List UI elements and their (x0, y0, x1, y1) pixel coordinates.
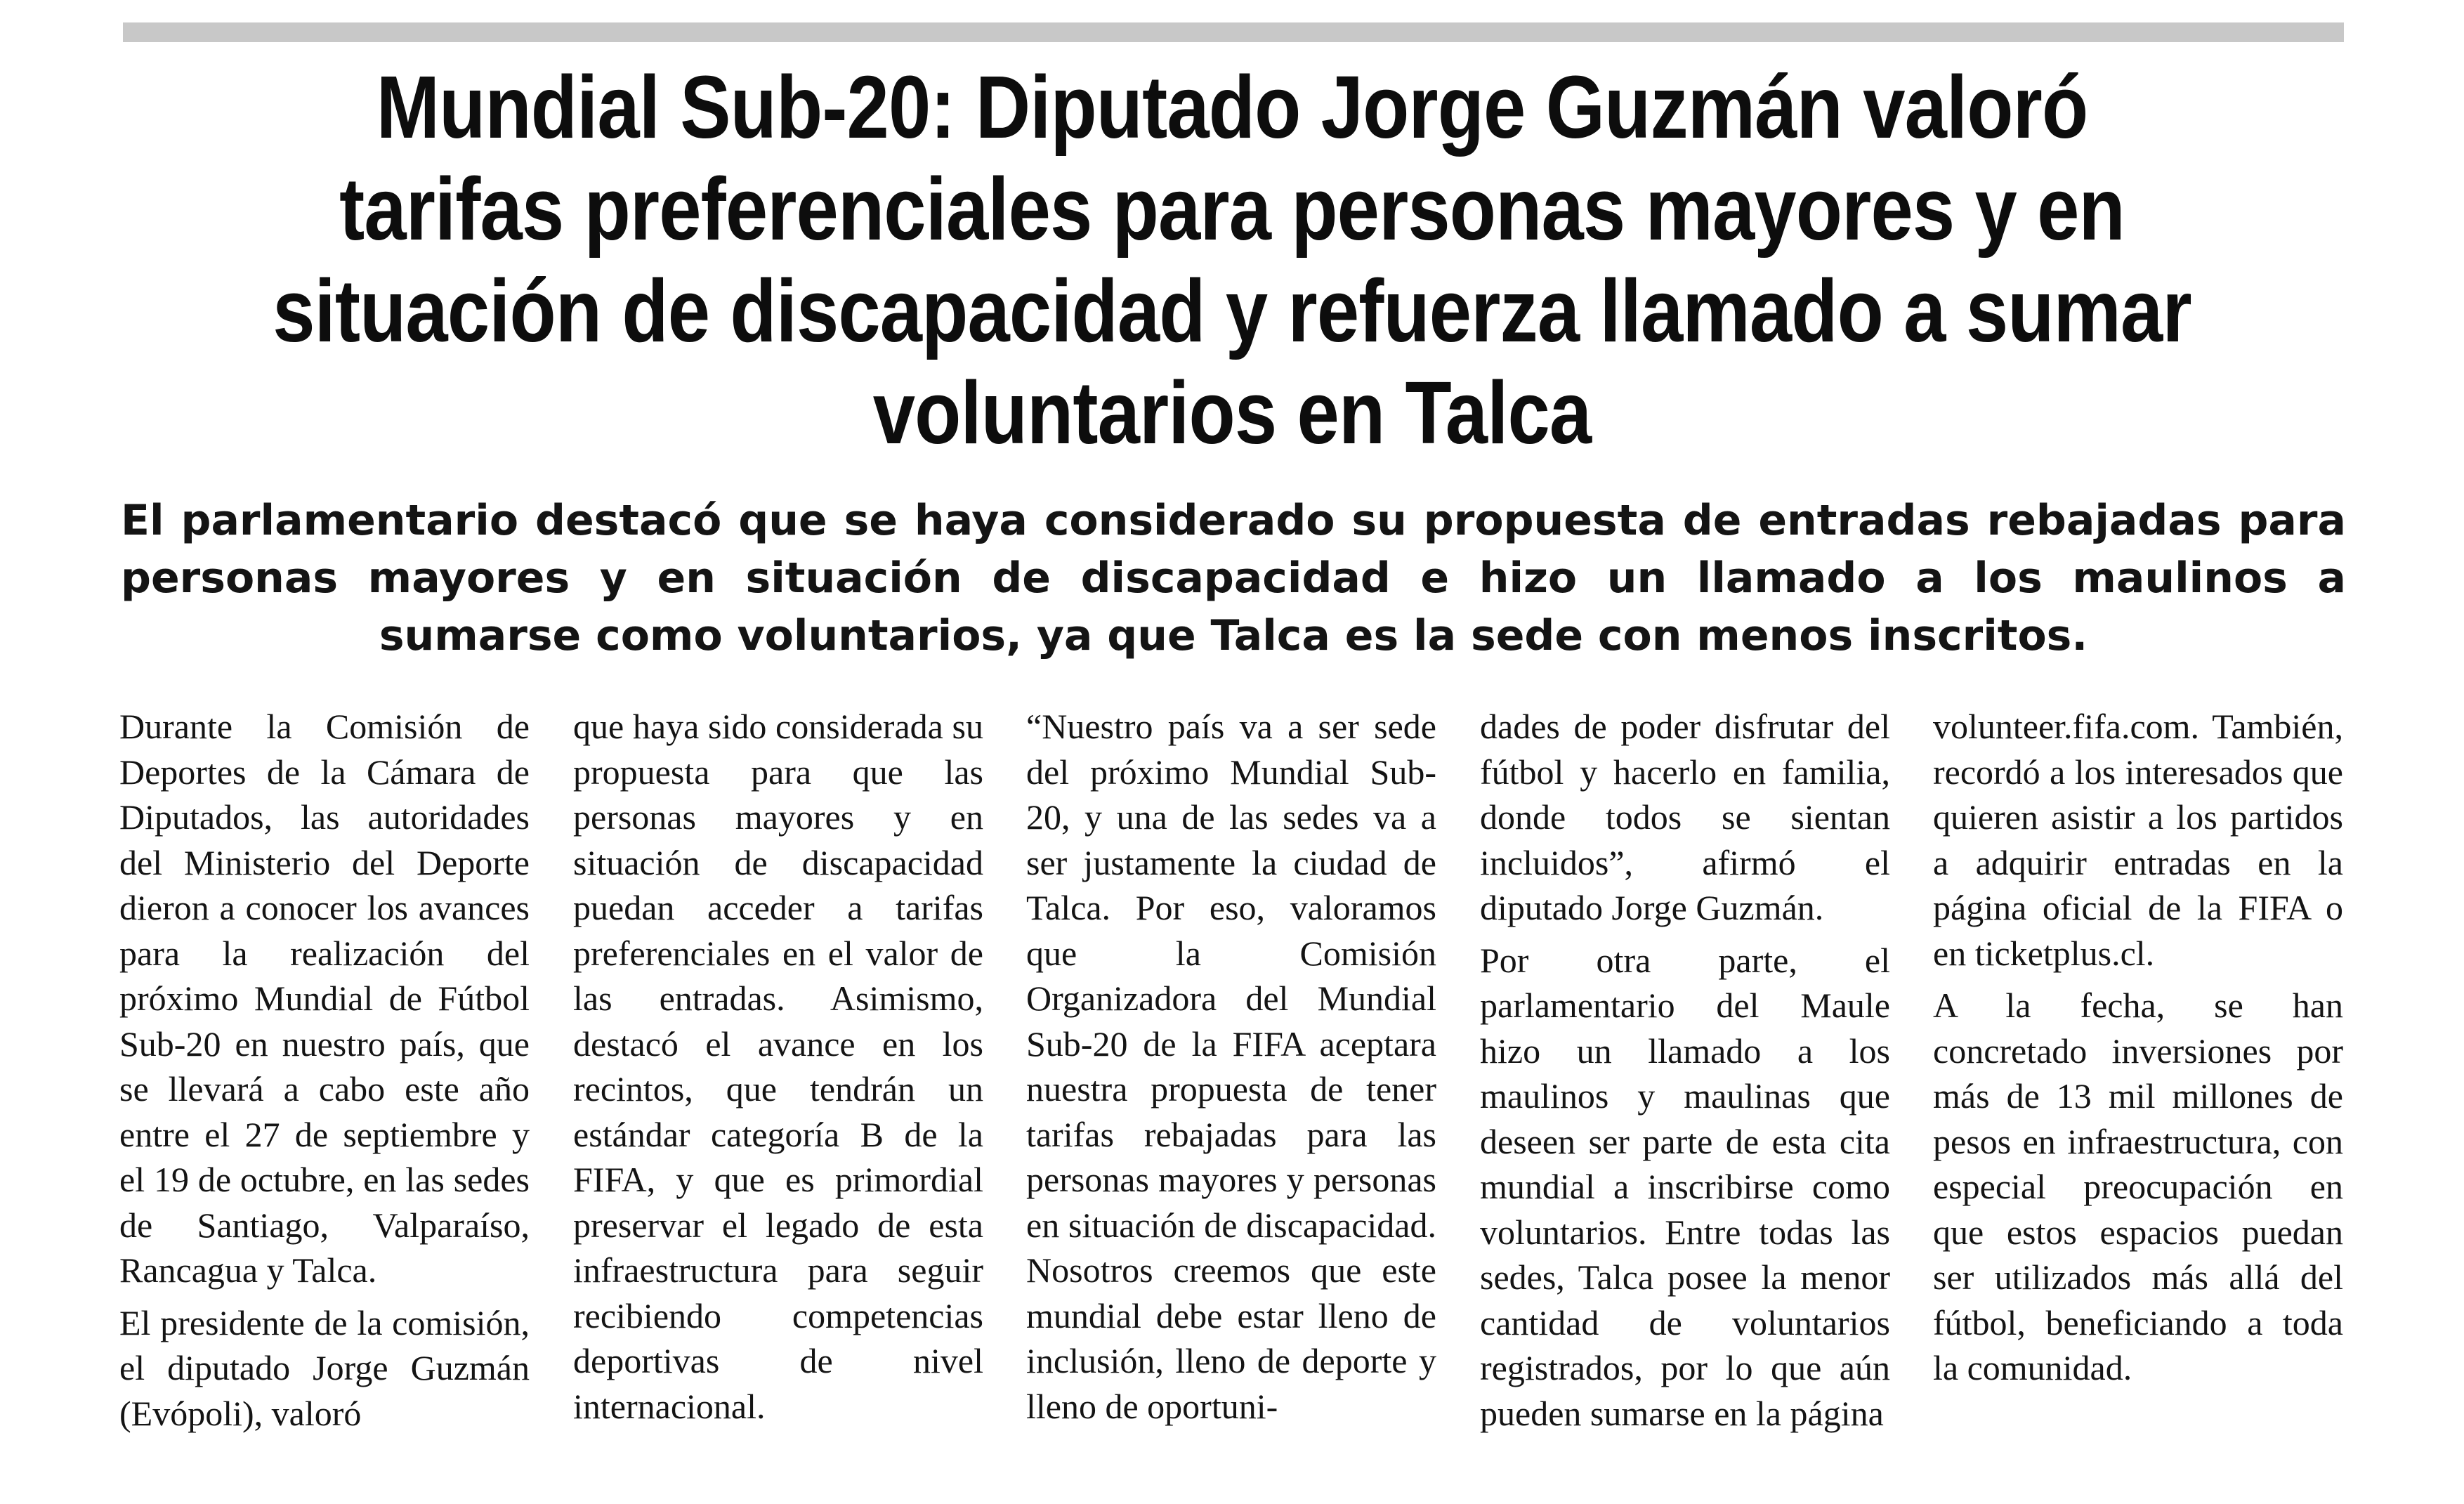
article-body (119, 704, 2346, 1484)
column-2 (573, 704, 983, 1436)
headline: Mundial Sub-20: Diputado Jorge Guzmán valoró tarifas preferenciales para personas mayores y en situación de discapacidad y refuerza llamado a sumar voluntarios en Talca (273, 58, 2191, 462)
body-paragraph: Durante la Comisión de Deportes de la Cámara de Diputados, las autoridades del Ministerio del Deporte dieron a conocer los avances para la realización del próximo Mundial de Fútbol Sub-20 en nuestro país, que se llevará a cabo este año entre el 27 de septiembre y el 19 de octubre, en las sedes de Santiago, Valparaíso, Rancagua y Talca. (119, 707, 530, 1290)
body-paragraph: dades de poder disfrutar del fútbol y hacerlo en familia, donde todos se sientan incluidos”, afirmó el diputado Jorge Guzmán. (1480, 707, 1890, 927)
column-1 (119, 704, 530, 1443)
column-4 (1480, 704, 1890, 1443)
subheadline: El parlamentario destacó que se haya considerado su propuesta de entradas rebajadas para personas mayores y en situación de discapacidad e hizo un llamado a los maulinos a sumarse como voluntarios, ya que Talca es la sede con menos inscritos. (121, 496, 2346, 660)
top-rule (123, 22, 2344, 42)
column-5 (1933, 704, 2343, 1398)
body-paragraph: “Nuestro país va a ser sede del próximo Mundial Sub-20, y una de las sedes va a ser justamente la ciudad de Talca. Por eso, valoramos que la Comisión Organizadora del Mundial Sub-20 de la FIFA aceptara nuestra propuesta de tener tarifas rebajadas para las personas mayores y personas en situación de discapacidad. Nosotros creemos que este mundial debe estar lleno de inclusión, lleno de deporte y lleno de oportuni- (1026, 707, 1436, 1426)
body-paragraph: El presidente de la comisión, el diputado Jorge Guzmán (Evópoli), valoró (119, 1302, 530, 1433)
body-paragraph: volunteer.fifa.com. También, recordó a los interesados que quieren asistir a los partidos a adquirir entradas en la página oficial de la FIFA o en ticketplus.cl. (1933, 707, 2343, 973)
body-paragraph: que haya sido considerada su propuesta para que las personas mayores y en situación de discapacidad puedan acceder a tarifas preferenciales en el valor de las entradas. Asimismo, destacó el avance en los recintos, que tendrán un estándar categoría B de la FIFA, y que es primordial preservar el legado de esta infraestructura para seguir recibiendo competencias deportivas de nivel internacional. (573, 707, 983, 1426)
body-paragraph: Por otra parte, el parlamentario del Maule hizo un llamado a los maulinos y maulinas que deseen ser parte de esta cita mundial a inscribirse como voluntarios. Entre todas las sedes, Talca posee la menor cantidad de voluntarios registrados, por lo que aún pueden sumarse en la página (1480, 940, 1890, 1433)
body-paragraph: A la fecha, se han concretado inversiones por más de 13 mil millones de pesos en infraestructura, con especial preocupación en que estos espacios puedan ser utilizados más allá del fútbol, beneficiando a toda la comunidad. (1933, 986, 2343, 1387)
column-3 (1026, 704, 1436, 1436)
